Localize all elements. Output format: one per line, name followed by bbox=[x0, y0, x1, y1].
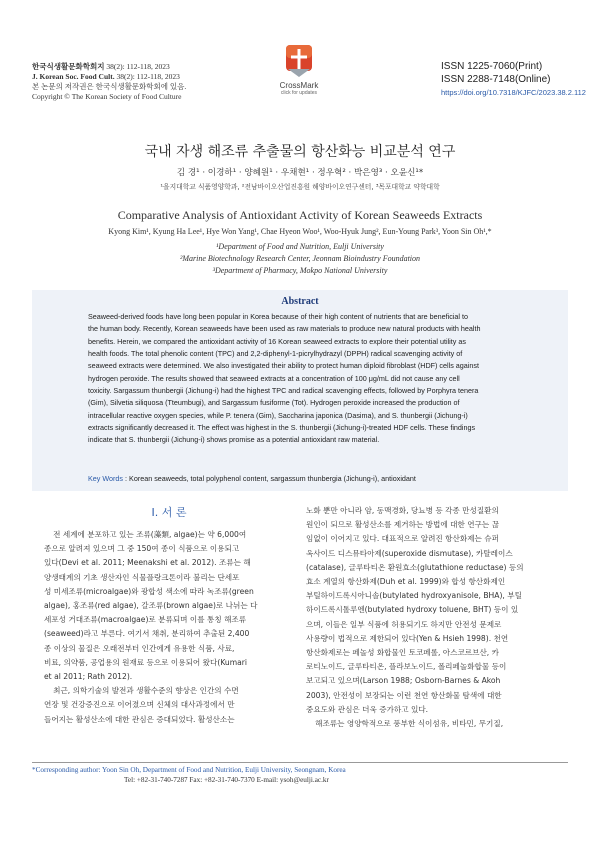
body-line: et al 2011; Rath 2012). bbox=[44, 672, 133, 682]
contact-info: Tel: +82-31-740-7287 Fax: +82-31-740-7370 E-mail: ysoh@eulji.ac.kr bbox=[124, 776, 329, 784]
corresponding-author: *Corresponding author: Yoon Sin Oh, Department of Food and Nutrition, Eulji University, Seongnam, Korea bbox=[32, 766, 346, 774]
abstract-line: toxicity. Sargassum thunbergii (Jichung-i) had the highest TPC and radical scavenging effects, followed by Porphyra tenera bbox=[88, 386, 479, 396]
copyright-ko: 본 논문의 저작권은 한국식생활문화학회에 있음. bbox=[32, 82, 187, 91]
issn-print: ISSN 1225-7060(Print) bbox=[441, 61, 543, 72]
abstract-line: health foods. The total phenolic content (TPC) and 2,2-diphenyl-1-picrylhydrazyl (DPPH) radical scavenging activity of bbox=[88, 349, 463, 359]
affiliations-ko: ¹을지대학교 식품영양학과, ²전남바이오산업진흥원 해양바이오연구센터, ³목포대학교 약학대학 bbox=[160, 183, 440, 191]
affiliation-en-1: ¹Department of Food and Nutrition, Eulji University bbox=[216, 242, 384, 251]
abstract-line: seaweed extracts were determined. We also investigated their ability to protect human diploid fibroblast (HDF) cells against bbox=[88, 361, 479, 371]
abstract-line: (Gim), Silvetia siliquosa (Tteumbugi), and Sargassum fusiforme (Tot). Hydrogen peroxide increased the production of bbox=[88, 398, 460, 408]
crossmark-sub: click for updates bbox=[280, 90, 318, 96]
body-line: 임없이 이어지고 있다. 대표적으로 알려진 항산화제는 슈퍼 bbox=[306, 534, 499, 544]
issn-online: ISSN 2288-7148(Online) bbox=[441, 74, 551, 85]
body-line: 종으로 알려져 있으며 그 중 150여 종이 식품으로 이용되고 bbox=[44, 544, 240, 554]
crossmark-icon bbox=[282, 43, 316, 79]
abstract-line: Seaweed-derived foods have long been popular in Korea because of their high content of nutrients that are beneficial to bbox=[88, 312, 468, 321]
body-line: 원인이 되므로 활성산소를 제거하는 방법에 대한 연구는 끊 bbox=[306, 520, 499, 530]
keywords bbox=[88, 474, 528, 483]
doi-link[interactable]: https://doi.org/10.7318/KJFC/2023.38.2.112 bbox=[441, 88, 586, 97]
body-column-left bbox=[44, 528, 294, 727]
abstract-line: benefits. Herein, we compared the antioxidant activity of 16 Korean seaweed extracts to explore their potential utility as bbox=[88, 336, 466, 346]
body-line: 옥사이드 디스뮤타아제(superoxide dismutase), 카탈레이스 bbox=[306, 548, 513, 558]
body-line: 로티노이드, 글루타티온, 플라보노이드, 폴리페놀화합물 등이 bbox=[306, 662, 507, 672]
body-line: 성 미세조류(microalgae)와 광합성 색소에 따라 녹조류(green bbox=[44, 586, 254, 596]
affiliation-en-2: ²Marine Biotechnology Research Center, Jeonnam Bioindustry Foundation bbox=[179, 254, 421, 263]
body-line: 연장 및 건강증진으로 이어졌으며 신체의 대사과정에서 만 bbox=[44, 700, 235, 710]
body-line: 부틸하이드록시아니솔(butylated hydroxyanisole, BHA), 부틸 bbox=[306, 591, 522, 601]
footer-divider bbox=[32, 762, 568, 763]
body-line: 최근, 의학기술의 발전과 생활수준의 향상은 인간의 수면 bbox=[53, 686, 239, 696]
body-line: 세포성 거대조류(macroalgae)로 분류되며 이를 통칭 해조류 bbox=[44, 615, 247, 625]
issn-block bbox=[441, 60, 586, 99]
copyright-en: Copyright © The Korean Society of Food Culture bbox=[32, 92, 182, 101]
body-line: 있다(Devi et al. 2011; Meenakshi et al. 2012). 조류는 해 bbox=[44, 558, 251, 568]
crossmark-label: CrossMark bbox=[279, 81, 319, 90]
journal-name-en: J. Korean Soc. Food Cult. bbox=[32, 72, 115, 81]
authors-ko: 김 경¹ · 이경하¹ · 양혜원¹ · 우채현¹ · 정우혁² · 박은영³ · 오윤신¹* bbox=[176, 168, 424, 178]
body-line: 노화 뿐만 아니라 암, 동맥경화, 당뇨병 등 각종 만성질환의 bbox=[306, 506, 499, 515]
body-line: 보고되고 있으며(Larson 1988; Osborn-Barnes & Akoh bbox=[306, 676, 501, 686]
body-line: 중요도와 관심은 더욱 증가하고 있다. bbox=[306, 704, 429, 714]
body-line: 양생태계의 기초 생산자인 식물플랑크톤이라 불리는 단세포 bbox=[44, 572, 240, 582]
body-line: 들어지는 활성산소에 대한 관심은 증대되었다. 활성산소는 bbox=[44, 714, 235, 724]
body-line: 하이드록시톨루엔(butylated hydroxy toluene, BHT) 등이 있 bbox=[306, 605, 519, 615]
abstract-line: the human body. Recently, Korean seaweeds have been used as raw materials to produce new natural products with health bbox=[88, 324, 481, 334]
footer bbox=[32, 765, 568, 785]
body-line: 해조류는 영양학적으로 풍부한 식이섬유, 비타민, 무기질, bbox=[315, 719, 504, 729]
body-line: 2003), 안전성이 보장되는 이런 천연 항산화물 탐색에 대한 bbox=[306, 690, 502, 700]
abstract-line: extracts significantly decreased it. The effect was highest in the S. thunbergii (Jichung-i)-treated HDF cells. These findings bbox=[88, 423, 476, 433]
abstract-line: hydrogen peroxide. The results showed that seaweed extracts at a concentration of 100 μg/mL did not cause any cell bbox=[88, 373, 460, 383]
title-en: Comparative Analysis of Antioxidant Activity of Korean Seaweeds Extracts bbox=[117, 208, 483, 222]
body-line: 사용량이 법적으로 제한되어 있다(Yen & Hsieh 1998). 천연 bbox=[306, 633, 509, 643]
body-line: 비료, 의약품, 공업용의 원재료 등으로 이용되어 왔다(Kumari bbox=[44, 657, 248, 667]
body-line: algae), 홍조류(red algae), 갈조류(brown algae)로 나뉘는 다 bbox=[44, 601, 258, 611]
abstract-body bbox=[88, 311, 518, 447]
abstract-heading: Abstract bbox=[281, 296, 319, 307]
body-column-right bbox=[306, 504, 556, 731]
journal-name-ko: 한국식생활문화학회지 bbox=[32, 62, 105, 71]
section-heading: I. 서 론 bbox=[151, 506, 187, 519]
body-line: (catalase), 글루타티온 환원효소(glutathione reductase) 등의 bbox=[306, 562, 524, 572]
body-line: 으며, 이들은 일부 식품에 허용되기도 하지만 안전성 문제로 bbox=[306, 619, 502, 629]
title-ko: 국내 자생 해조류 추출물의 항산화능 비교분석 연구 bbox=[144, 144, 456, 160]
citation-ko: 38(2): 112-118, 2023 bbox=[106, 62, 170, 71]
journal-header bbox=[32, 62, 186, 102]
body-line: 전 세계에 분포하고 있는 조류(藻類, algae)는 약 6,000여 bbox=[53, 530, 247, 539]
abstract-line: indicate that S. thunbergii (Jichung-i) shows promise as a potential antioxidant raw material. bbox=[88, 435, 380, 445]
body-line: (seaweed)라고 부른다. 여기서 채취, 분리하여 추출된 2,400 bbox=[44, 629, 250, 639]
body-line: 종 이상의 물질은 오래전부터 인간에게 유용한 식품, 사료, bbox=[44, 643, 235, 653]
abstract-line: intracellular reactive oxygen species, while P. tenera (Gim), Saccharina japonica (Dasima), and S. thunbergii (Jichung-i) bbox=[88, 410, 468, 420]
body-line: 효소 계열의 항산화제(Duh et al. 1999)와 합성 항산화제인 bbox=[306, 577, 506, 587]
citation-en: 38(2): 112-118, 2023 bbox=[116, 72, 180, 81]
affiliation-en-3: ³Department of Pharmacy, Mokpo National University bbox=[212, 266, 388, 275]
keywords-label: Key Words bbox=[88, 474, 124, 483]
crossmark-badge[interactable] bbox=[268, 43, 330, 96]
body-line: 항산화제로는 페놀성 화합물인 토코페롤, 아스코르브산, 카 bbox=[306, 648, 499, 658]
authors-en: Kyong Kim¹, Kyung Ha Lee¹, Hye Won Yang¹, Chae Hyeon Woo¹, Woo-Hyuk Jung², Eun-Young Park³, Yoon Sin Oh¹,* bbox=[108, 227, 492, 236]
keywords-text: : Korean seaweeds, total polyphenol content, sargassum thunbergia (Jichung-i), antioxidant bbox=[125, 474, 416, 483]
